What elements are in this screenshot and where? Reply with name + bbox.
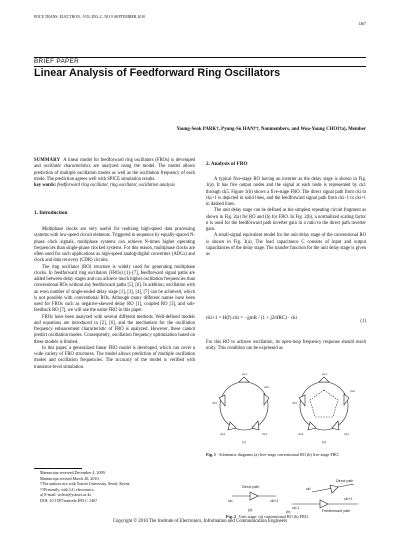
node-label: ck2 [350,389,355,393]
node-label: ck5 [212,401,217,405]
node-label: cki [228,499,233,503]
figure-1 [206,368,366,482]
node-label: cki-1 [292,506,300,510]
inverter-symbol [264,394,269,405]
ring-path [220,382,268,430]
paragraph: FROs have been analyzed with several different methods. Well-defined models and equations are introduced in [2], [6], and the mechanism for the oscillation frequency enhancement characteristic of FRO is analyzed. However, these cannot predict oscillation modes. Consequently, oscillation frequency optimization based on these models is limited. [34,314,195,345]
equation-number: (1) [360,319,366,324]
section-heading: 1. Introduction [34,210,68,216]
footnote: ††Presently, with LG electronics. [40,486,95,492]
divider [34,57,366,58]
summary-label: SUMMARY [34,158,61,163]
equation-text: cki+1 = H(f)·cki = −gmR / (1 + j2πfRC) · cki [206,316,298,321]
paragraph: For this RO to achieve oscillation, its open-loop frequency response should reach unity. This condition can be expressed as [206,339,366,351]
inverter-symbol [319,377,329,382]
node-label: ck4 [298,432,303,436]
footnotes [34,470,195,504]
node-label: ck4 [220,432,225,436]
feedforward-paths [310,390,338,417]
ring-path [300,382,348,430]
copyright-notice: Copyright © 2010 The Institute of Electronics, Information and Communication Engineers [112,519,288,524]
node-label: ck1 [242,372,247,376]
author-list: Young-Seok PARK†, Pyung-Su HAN††, Nonmembers, and Woo-Young CHOI†a), Member [176,127,366,132]
caption-label: Fig. 1 [206,452,217,457]
inverter-symbol [332,421,339,430]
inverter-symbol [252,421,259,430]
node-label: ck2 [264,385,269,389]
paragraph: The unit delay stage can be defined as the simplest repeating circuit fragment as shown in Fig. 2(a) for RO and (b) for FRO. In Fig. 2(b), a normalized scaling factor n is used for the feedforward path inverter gain in a ratio to the direct path inverter gain. [206,208,366,232]
paragraph: The ring oscillator (RO) structure is widely used for generating multiphase clocks. In feedforward ring oscillators (FROs) [1]–[7], feedforward signal paths are added between delay stages and can achieve much higher oscillation frequencies than conventional ROs without any feedforward paths [5], [6]. In addition, oscillation with an even number of single-ended delay stage [1], [3], [4], [7] can be achieved, which is not possible with conventional ROs. Although many different names have been used for FROs such as negative-skewed delay RO [1], coupled RO [3], and sub-feedback RO [7], we will use the name FRO in this paper. [34,264,195,314]
inverter-symbol [250,492,258,500]
journal-info: IEICE TRANS. ELECTRON., VOL.E93–C, NO.9 SEPTEMBER 2010 [34,15,146,19]
panel-label: (b) [286,510,291,514]
node-label: cki+1 [270,499,279,503]
analysis-body [206,177,366,258]
node-label: cki [306,487,311,491]
panel-label: (b) [322,440,326,444]
equation-1 [206,316,366,330]
caption-text: Schematic diagrams (a) five-stage conventional RO (b) five-stage FRO. [219,452,340,457]
node-label: ck3 [344,432,349,436]
feedforward-ring-diagram [299,377,349,430]
paragraph: In this paper, a generalized linear FRO model is developed, which can cover a wide variety of FRO structures. The model allows prediction of multiple oscillation modes and oscillation frequencies. The accuracy of the model is verified with transistor-level simulation. [34,345,195,370]
path-label: Direct path [336,479,354,483]
keywords [34,183,195,189]
section-heading: 2. Analysis of FRO [206,161,248,167]
inverter-symbol [228,422,236,430]
ring-oscillator-diagram [219,377,269,430]
footnote: Manuscript revised March 26, 2010. [40,475,100,481]
footnote-rule [34,468,82,469]
inverter-symbol [239,377,249,382]
summary-text: A linear model for feedforward ring oscillators (FROs) is developed and oscillator characteristics are analyzed using the model. The model allows prediction of multiple oscillation modes as well as the oscillation frequency of each mode. The prediction agrees well with SPICE simulation results. [34,158,195,182]
caption-text: Unit stage: (a) conventional RO (b) FRO. [239,514,309,519]
footnote: DOI: 10.1587/transele.E93.C.1467 [40,497,98,503]
inverter-symbol [344,394,349,405]
introduction-body [34,227,195,371]
keywords-text: feedforward ring oscillator, ring oscillator, oscillation analysis [57,183,175,188]
paper-type: BRIEF PAPER [34,58,80,65]
footnote: †The authors are with Yonsei University, Seoul, Korea. [40,481,131,487]
node-label: ck5 [292,401,297,405]
node-label: cki+1 [344,497,353,501]
panel-label: (a) [248,508,253,512]
inverter-symbol [330,485,338,493]
page-number: 1467 [358,22,366,26]
inverter-symbol [308,422,316,430]
path-label: Direct path [242,485,260,489]
inverter-symbol [320,500,328,508]
path-label: Feedforward path [322,509,351,513]
node-label: ck1 [322,372,327,376]
panel-label: (a) [242,440,246,444]
analysis-body-continued [206,335,366,357]
figure-2 [226,478,366,514]
paper-title: Linear Analysis of Feedforward Ring Oscillators [34,67,281,79]
paragraph: Multiphase clocks are very useful for realizing high-speed data processing systems with low-speed circuit elements. Triggered in sequence by equally-spaced N-phase clock signals, multiphase systems can achieve N-times higher operating frequencies than single-phase clocked systems. For this reason, multiphase clocks are often used for such applications as high-speed analog-digital converters (ADCs) and clock and data recovery (CDR) circuits. [34,227,195,264]
footnote: a) E-mail: wchoi@yonsei.ac.kr [40,492,92,498]
keywords-label: key words: [34,183,57,188]
footnote: Manuscript received December 4, 2009. [40,470,106,475]
figure-1-caption [206,452,366,458]
paragraph: A typical five-stage RO having an inverter as the delay stage is shown in Fig. 1(a). It has five output nodes and the signal at each node is represented by ck1 through ck5. Figure 1(b) shows a five-stage FRO. The direct signal path from cki to cki+1 is depicted in solid lines, and the feedforward signal path from cki−1 to cki+1 in dashed lines. [206,177,366,207]
caption-label: Fig. 2 [226,514,237,519]
node-label: ck3 [262,432,267,436]
summary-block [34,158,195,189]
paragraph: A small-signal equivalent model for the unit delay stage of the conventional RO is shown in Fig. 3(a). The load capacitance C consists of input and output capacitances of the delay stage. The transfer function for the unit delay stage is given as [206,233,366,257]
